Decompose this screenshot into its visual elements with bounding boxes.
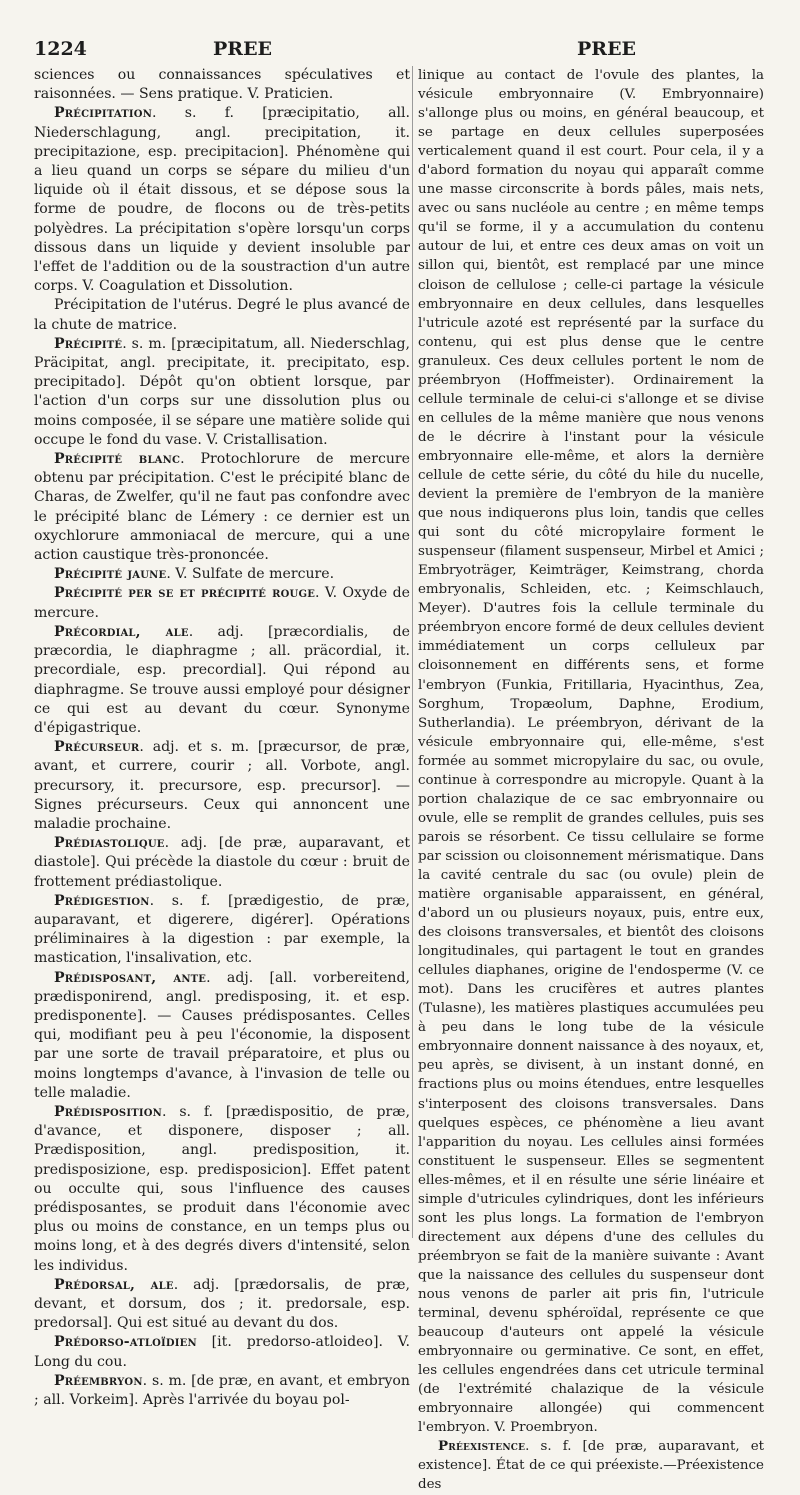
subentry-precipite-blanc: Précipité blanc. Protochlorure de mercure obtenu par précipitation. C'est le précipité blanc de Charas, de Zwelfer, qu'il ne faut pas confondre avec le précipité blanc de Lémery : ce dernier est un oxychlorure ammoniacal de mercure, qui a une action caustique très-prononcée. <box>34 451 410 564</box>
headword: Précipitation <box>54 105 153 122</box>
headword: Prédorsal, ale <box>54 1276 174 1293</box>
subentry-precipitation-uterus: Précipitation de l'utérus. Degré le plus avancé de la chute de matrice. <box>34 297 410 333</box>
headword: Précipité per se et précipité rouge <box>54 585 316 602</box>
subentry-precipite-jaune: Précipité jaune. V. Sulfate de mercure. <box>54 566 335 583</box>
headword: Préexistence <box>438 1438 526 1455</box>
headword: Prédiastolique <box>54 835 165 852</box>
right-column <box>418 66 764 1495</box>
headword: Précordial, ale <box>54 623 189 640</box>
headword: Préembryon <box>54 1372 143 1389</box>
headword: Prédorso-atloïdien <box>54 1334 197 1351</box>
entry-preembryon: Préembryon. s. m. [de præ, en avant, et embryon ; all. Vorkeim]. Après l'arrivée du boyau pol- <box>34 1372 410 1409</box>
entry-continuation: sciences ou connaissances spéculatives et raisonnées. — Sens pratique. V. Praticien. <box>34 67 410 103</box>
headword: Précipité <box>54 335 123 352</box>
running-head-left: PREE <box>213 38 273 60</box>
page-number: 1224 <box>34 38 87 60</box>
headword: Précipité blanc <box>54 451 181 468</box>
entry-predorso-atloidien: Prédorso-atloïdien [it. predorso-atloideo]. V. Long du cou. <box>34 1334 410 1370</box>
page-header <box>0 38 800 62</box>
running-head-right: PREE <box>577 38 637 60</box>
entry-precordial: Précordial, ale. adj. [præcordialis, de præcordia, le diaphragme ; all. präcordial, it. precordiale, esp. precordial]. Qui répond au diaphragme. Se trouve aussi employé pour désigner ce qui est au devant du cœur. Synonyme d'épigastrique. <box>34 623 410 736</box>
entry-predisposition: Prédisposition. s. f. [prædispositio, de præ, d'avance, et disponere, disposer ; all. Prædisposition, angl. predisposition, it. predisposizione, esp. predisposicion]. Effet patent ou occulte qui, sous l'influence des causes prédisposantes, se produit dans l'économie avec plus ou moins de constance, en un temps plus ou moins long, et à des degrés divers d'intensité, selon les individus. <box>34 1103 410 1274</box>
entry-precipitation: Précipitation. s. f. [præcipitatio, all. Niederschlagung, angl. precipitation, it. precipitazione, esp. precipitacion]. Phénomène qui a lieu quand un corps se sépare du milieu d'un liquide où il était dissous, et se dépose sous la forme de poudre, de flocons ou de très-petits polyèdres. La précipitation s'opère lorsqu'un corps dissous dans un liquide y devient insoluble par l'effet de l'addition ou de la soustraction d'un autre corps. V. Coagulation et Dissolution. <box>34 105 410 295</box>
headword: Prédigestion <box>54 892 150 909</box>
headword: Précipité jaune <box>54 566 167 583</box>
entry-preexistence: Préexistence. s. f. [de præ, auparavant, et existence]. État de ce qui préexiste.—Préexistence des <box>418 1438 764 1493</box>
headword: Précurseur <box>54 739 140 756</box>
column-divider <box>412 66 413 1238</box>
entry-predisposant: Prédisposant, ante. adj. [all. vorbereitend, prædisponirend, angl. predisposing, it. et esp. predisponente]. — Causes prédisposantes. Celles qui, modifiant peu à peu l'économie, la disposent par une sorte de travail préparatoire, et plus ou moins longtemps d'avance, à l'invasion de telle ou telle maladie. <box>34 969 410 1101</box>
headword: Prédisposition <box>54 1103 163 1120</box>
entry-preembryon-continuation: linique au contact de l'ovule des plantes, la vésicule embryonnaire (V. Embryonnaire) s'allonge plus ou moins, en général beaucoup, et se partage en deux cellules superposées verticalement quand il est court. Pour cela, il y a d'abord formation du noyau qui apparaît comme une masse circonscrite à bords pâles, mais nets, avec ou sans nucléole au centre ; en même temps qu'il se forme, il y a accumulation du contenu autour de lui, et entre ces deux amas on voit un sillon qui, bientôt, est remplacé par une mince cloison de cellulose ; celle-ci partage la vésicule embryonnaire en deux cellules, dans lesquelles l'utricule azoté est représenté par la surface du contenu, qui est plus dense que le centre granuleux. Ces deux cellules portent le nom de préembryon (Hoffmeister). Ordinairement la cellule terminale de celui-ci s'allonge et se divise en cellules de la même manière que nous venons de le décrire à l'instant pour la vésicule embryonnaire elle-même, et alors la dernière cellule de cette série, du côté du hile du nucelle, devient la première de l'embryon de la manière que nous indiquerons plus loin, tandis que celles qui sont du côté micropylaire forment le suspenseur (filament suspenseur, Mirbel et Amici ; Embryoträger, Keimträger, Keimstrang, chorda embryonalis, Schleiden, etc. ; Keimschlauch, Meyer). D'autres fois la cellule terminale du préembryon encore formé de deux cellules devient immédiatement un corps celluleux par cloisonnement en différents sens, et forme l'embryon (Funkia, Fritillaria, Hyacinthus, Zea, Sorghum, Tropæolum, Daphne, Erodium, Sutherlandia). Le préembryon, dérivant de la vésicule embryonnaire qui, elle-même, s'est formée au sommet micropylaire du sac, ou ovule, continue à correspondre au micropyle. Quant à la portion chalazique de ce sac embryonnaire ou ovule, elle se remplit de grandes cellules, puis ses parois se résorbent. Ce tissu cellulaire se forme par scission ou cloisonnement mérismatique. Dans la cavité centrale du sac (ou ovule) plein de matière organisable apparaissent, en général, d'abord un ou plusieurs noyaux, puis, entre eux, des cloisons transversales, et bientôt des cloisons longitudinales, qui partagent le tout en grandes cellules diaphanes, origine de l'endosperme (V. ce mot). Dans les crucifères et autres plantes (Tulasne), les matières plastiques accumulées peu à peu dans le long tube de la vésicule embryonnaire donnent naissance à des noyaux, et, peu après, se divisent, à un instant donné, en fractions plus ou moins étendues, entre lesquelles s'interposent des cloisons transversales. Dans quelques espèces, ce phénomène a lieu avant l'apparition du noyau. Les cellules ainsi formées constituent le suspenseur. Elles se segmentent elles-mêmes, et il en résulte une série linéaire et simple d'utricules cylindriques, dont les inférieurs sont les plus longs. La formation de l'embryon directement aux dépens d'une des cellules du préembryon se fait de la manière suivante : Avant que la naissance des cellules du suspenseur dont nous venons de parler ait pris fin, l'utricule terminal, devenu sphéroïdal, représente ce que beaucoup d'auteurs ont appelé la vésicule embryonnaire ou germinative. Ce sont, en effet, les cellules engendrées dans cet utricule terminal (de l'extrémité chalazique de la vésicule embryonnaire allongée) qui commencent l'embryon. V. Proembryon. <box>418 68 764 1436</box>
entry-prediastolique: Prédiastolique. adj. [de præ, auparavant, et diastole]. Qui précède la diastole du cœur : bruit de frottement prédiastolique. <box>34 835 410 890</box>
headword: Prédisposant, ante <box>54 969 207 986</box>
entry-precipite: Précipité. s. m. [præcipitatum, all. Niederschlag, Präcipitat, angl. precipitate, it. precipitato, esp. precipitado]. Dépôt qu'on obtient lorsque, par l'action d'un corps sur une dissolution plus ou moins composée, il se sépare une matière solide qui occupe le fond du vase. V. Cristallisation. <box>34 335 410 448</box>
entry-precurseur: Précurseur. adj. et s. m. [præcursor, de præ, avant, et currere, courir ; all. Vorbote, angl. precursory, it. precursore, esp. precursor]. — Signes précurseurs. Ceux qui annoncent une maladie prochaine. <box>34 739 410 832</box>
subentry-precipite-rouge: Précipité per se et précipité rouge. V. Oxyde de mercure. <box>34 585 411 621</box>
left-column <box>34 66 410 1410</box>
entry-predorsal: Prédorsal, ale. adj. [prædorsalis, de præ, devant, et dorsum, dos ; it. predorsale, esp. predorsal]. Qui est situé au devant du dos. <box>34 1276 410 1332</box>
entry-predigestion: Prédigestion. s. f. [prædigestio, de præ, auparavant, et digerere, digérer]. Opérations préliminaires à la digestion : par exemple, la mastication, l'insalivation, etc. <box>34 892 410 967</box>
